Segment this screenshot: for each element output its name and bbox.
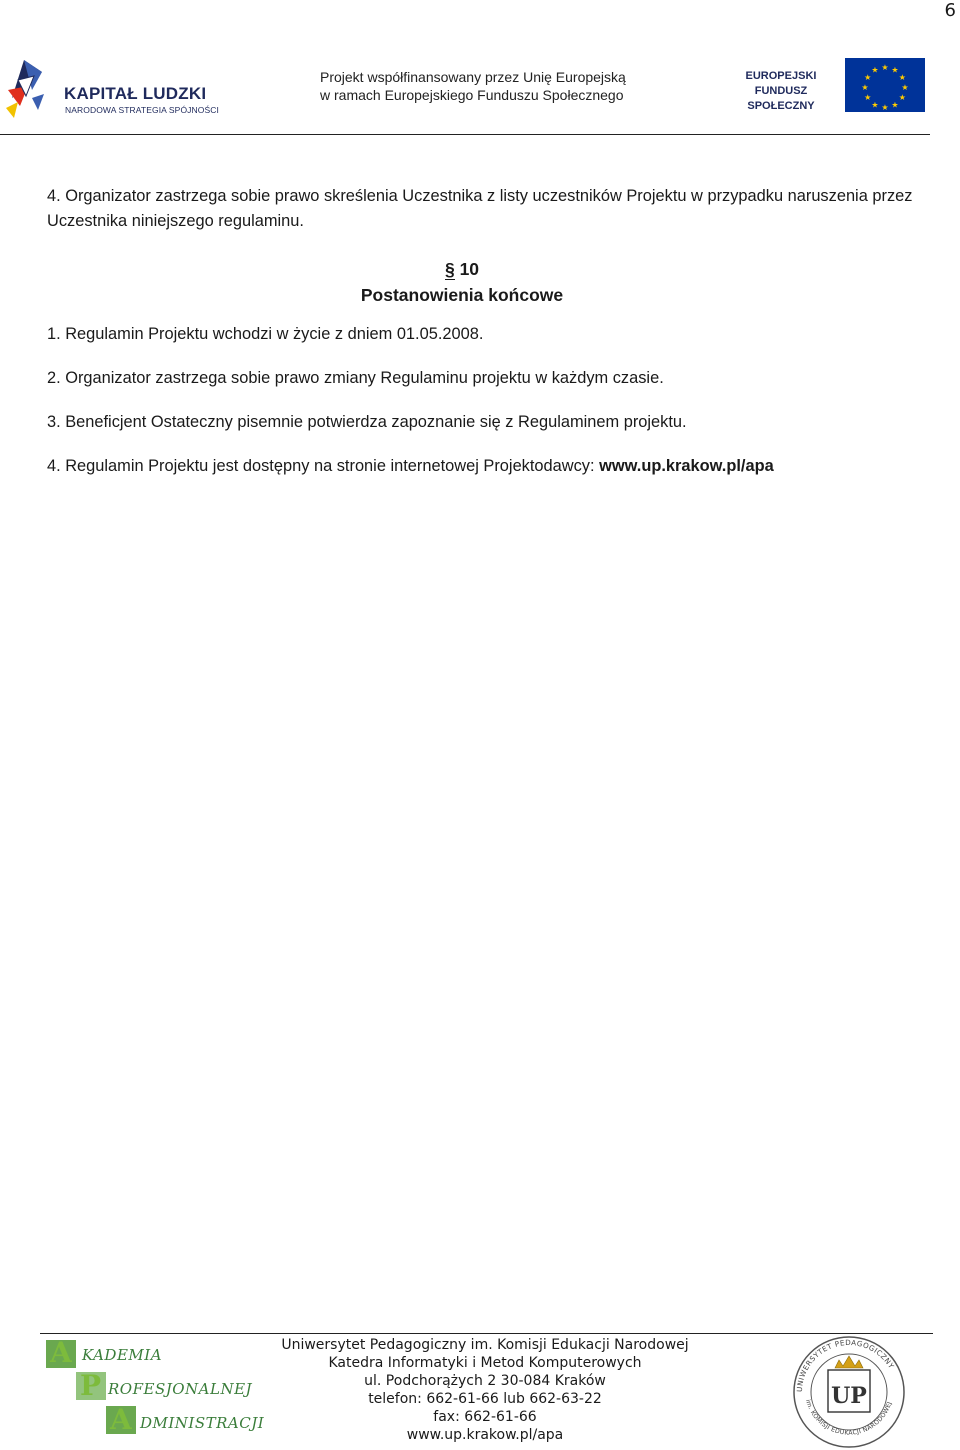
header-divider [0,134,930,135]
page-number: 6 [944,0,956,21]
efs-logo-line-1: EUROPEJSKI [745,70,817,82]
footer-university: Uniwersytet Pedagogiczny im. Komisji Edukacji Narodowej [281,1337,689,1353]
svg-text:★: ★ [881,63,889,72]
footer-address: ul. Podchorążych 2 30-084 Kraków [364,1373,606,1389]
footer-website[interactable]: www.up.krakow.pl/apa [406,1427,564,1443]
apa-initial-a2: A [110,1403,132,1436]
document-body [47,184,917,475]
kapital-ludzki-logo [4,50,244,120]
apa-logo-word-1: KADEMIA [82,1346,163,1364]
cofinancing-line-1: Projekt współfinansowany przez Unię Europejską [320,69,626,85]
cofinancing-line-2: w ramach Europejskiego Funduszu Społecznego [320,87,624,103]
project-website-link[interactable]: www.up.krakow.pl/apa [599,457,774,475]
footer-contact [250,1336,720,1444]
section-number-line [47,256,877,282]
list-item: 2. Organizator zastrzega sobie prawo zmiany Regulaminu projektu w każdym czasie. [47,369,664,387]
svg-text:★: ★ [871,100,879,110]
svg-text:★: ★ [901,83,909,92]
svg-text:★: ★ [891,65,899,75]
apa-initial-a1: A [50,1336,72,1369]
kapital-ludzki-title: KAPITAŁ LUDZKI [64,84,207,103]
cofinancing-statement [320,68,626,104]
page-footer [0,1330,960,1450]
list-item: 3. Beneficjent Ostateczny pisemnie potwierdza zapoznanie się z Regulaminem projektu. [47,413,687,431]
section-heading [47,256,877,308]
svg-text:★: ★ [898,93,906,102]
kapital-ludzki-emblem-icon [4,50,64,120]
seal-outer-text: UNIWERSYTET PEDAGOGICZNY [794,1337,897,1393]
university-seal-icon [790,1334,908,1450]
apa-logo-word-2: ROFESJONALNEJ [108,1380,253,1398]
apa-initial-p: P [80,1369,102,1402]
svg-text:★: ★ [861,83,869,92]
footer-phone: telefon: 662-61-66 lub 662-63-22 [368,1391,602,1407]
efs-logo-line-2: FUNDUSZ SPOŁECZNY [747,85,815,112]
seal-monogram: UP [831,1383,867,1409]
section-sign: § [445,256,455,282]
svg-text:★: ★ [898,73,906,82]
kapital-ludzki-subtitle: NARODOWA STRATEGIA SPÓJNOŚCI [65,105,219,115]
seal-inner-text: im. KOMISJI EDUKACJI NARODOWEJ [804,1398,894,1437]
page-header [0,38,960,134]
svg-text:★: ★ [864,93,872,102]
list-item-text: 4. Regulamin Projektu jest dostępny na stronie internetowej Projektodawcy: [47,457,600,475]
footer-fax: fax: 662-61-66 [433,1409,537,1425]
svg-text:★: ★ [881,103,889,112]
svg-text:★: ★ [864,73,872,82]
apa-logo [44,1338,264,1442]
paragraph-4-removal-clause: 4. Organizator zastrzega sobie prawo skreślenia Uczestnika z listy uczestników Projektu w przypadku naruszenia przez Uczestnika niniejszego regulaminu. [47,187,913,230]
footer-department: Katedra Informatyki i Metod Komputerowych [328,1355,642,1371]
efs-logo-text [722,69,840,114]
svg-text:★: ★ [891,100,899,110]
section-title: Postanowienia końcowe [360,285,564,305]
svg-text:★: ★ [871,65,879,75]
apa-logo-word-3: DMINISTRACJI [140,1414,265,1432]
section-number: 10 [459,259,480,279]
eu-flag-icon [845,58,925,112]
list-item-availability [47,457,774,476]
list-item: 1. Regulamin Projektu wchodzi w życie z dniem 01.05.2008. [47,325,484,343]
